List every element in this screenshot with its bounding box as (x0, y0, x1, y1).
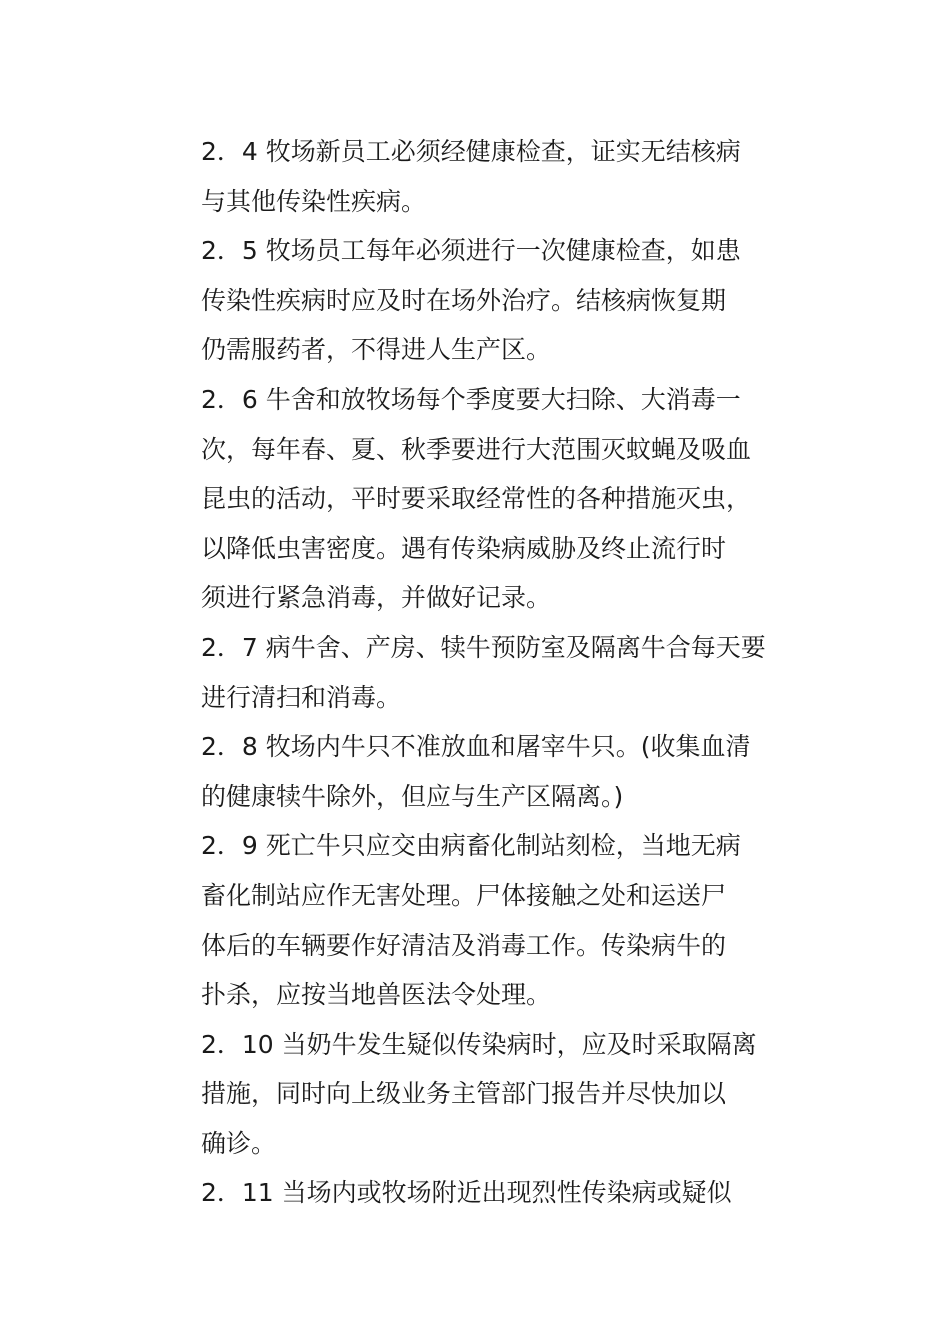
text-line: 畜化制站应作无害处理。尸体接触之处和运送尸 (201, 880, 727, 910)
text-line: 体后的车辆要作好清洁及消毒工作。传染病牛的 (201, 930, 727, 960)
text-line: 昆虫的活动，平时要采取经常性的各种措施灭虫， (201, 484, 752, 514)
text-line: 扑杀，应按当地兽医法令处理。 (201, 980, 552, 1010)
text-line: 进行清扫和消毒。 (201, 682, 402, 712)
text-line: 次，每年春、夏、秋季要进行大范围灭蚊蝇及吸血 (201, 434, 752, 464)
text-line: 2．9 死亡牛只应交由病畜化制站刻检，当地无病 (201, 831, 741, 861)
text-line: 须进行紧急消毒，并做好记录。 (201, 583, 552, 613)
text-line: 以降低虫害密度。遇有传染病威胁及终止流行时 (201, 533, 727, 563)
text-line: 2．11 当场内或牧场附近出现烈性传染病或疑似 (201, 1178, 732, 1208)
text-line: 2．5 牧场员工每年必须进行一次健康检查，如患 (201, 236, 741, 266)
text-line: 2．4 牧场新员工必须经健康检查，证实无结核病 (201, 137, 741, 166)
text-line: 与其他传染性疾病。 (201, 186, 427, 216)
text-line: 2．6 牛舍和放牧场每个季度要大扫除、大消毒一 (201, 384, 741, 414)
document-body (201, 127, 766, 1218)
text-line: 2．7 病牛舍、产房、犊牛预防室及隔离牛合每天要 (201, 632, 766, 662)
text-line: 仍需服药者，不得进人生产区。 (201, 335, 552, 365)
text-line: 的健康犊牛除外，但应与生产区隔离。) (201, 781, 624, 811)
text-line: 2．10 当奶牛发生疑似传染病时，应及时采取隔离 (201, 1029, 757, 1059)
text-line: 传染性疾病时应及时在场外治疗。结核病恢复期 (201, 285, 727, 315)
text-line: 2．8 牧场内牛只不准放血和屠宰牛只。(收集血清 (201, 732, 751, 762)
text-line: 措施，同时向上级业务主管部门报告并尽快加以 (201, 1079, 727, 1109)
text-line: 确诊。 (201, 1128, 277, 1158)
